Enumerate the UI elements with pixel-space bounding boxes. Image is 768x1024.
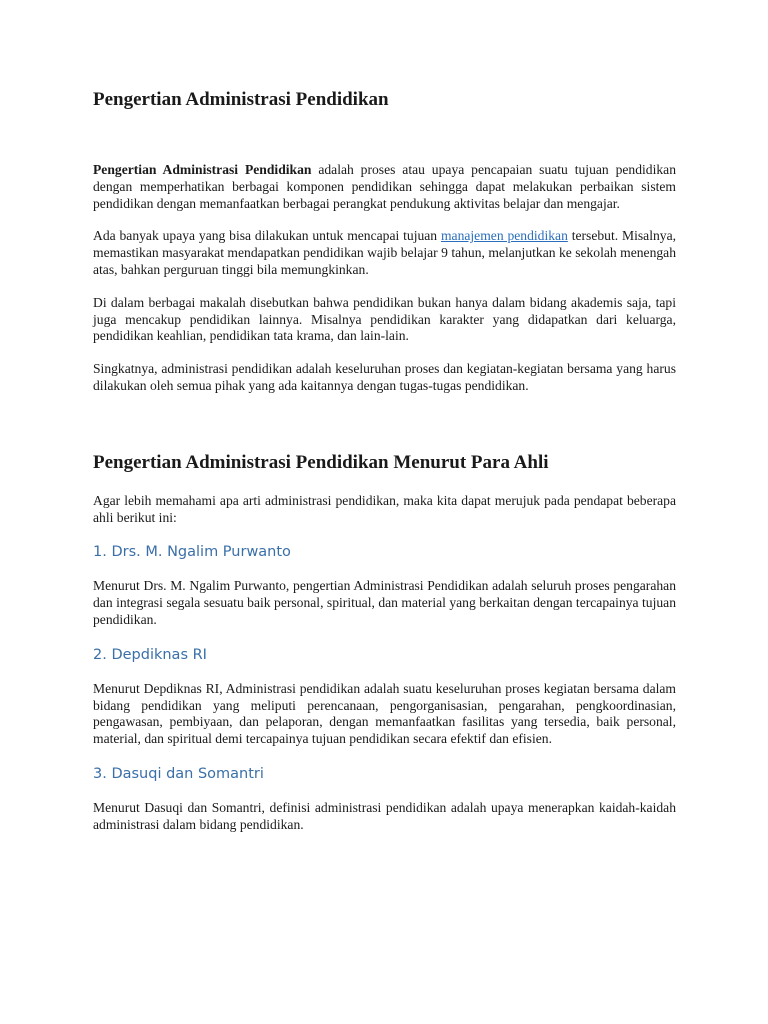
paragraph-makalah: Di dalam berbagai makalah disebutkan bahwa pendidikan bukan hanya dalam bidang akademis saja, tapi juga mencakup pendidikan lainnya. Misalnya pendidikan karakter yang didapatkan dari keluarga, pendidikan keahlian, pendidikan tata krama, dan lain-lain.	[93, 294, 676, 344]
expert-heading-purwanto: 1. Drs. M. Ngalim Purwanto	[93, 544, 291, 561]
intro-bold-term: Pengertian Administrasi Pendidikan	[93, 162, 312, 177]
document-page	[93, 86, 676, 834]
expert-text-dasuqi: Menurut Dasuqi dan Somantri, definisi administrasi pendidikan adalah upaya menerapkan kaidah-kaidah administrasi dalam bidang pendidikan.	[93, 799, 676, 832]
page-title: Pengertian Administrasi Pendidikan	[93, 89, 389, 110]
expert-heading-dasuqi: 3. Dasuqi dan Somantri	[93, 765, 264, 782]
paragraph-upaya-after-link: tersebut. Misalnya, memastikan masyarakat mendapatkan pendidikan wajib belajar 9 tahun, melanjutkan ke sekolah menengah atas, bahkan perguruan tinggi bila memungkinkan.	[93, 228, 676, 277]
paragraph-upaya-before-link: Ada banyak upaya yang bisa dilakukan untuk mencapai tujuan	[93, 228, 441, 244]
paragraph-upaya	[93, 228, 676, 278]
expert-text-depdiknas: Menurut Depdiknas RI, Administrasi pendidikan adalah suatu keseluruhan proses kegiatan bersama dalam bidang pendidikan yang meliputi perencanaan, pengorganisasian, pengarahan, pengkoordinasian, pengawasan, pembiyaan, dan pelaporan, dengan memanfaatkan fasilitas yang tersedia, baik personal, material, dan spiritual demi tercapainya tujuan pendidikan secara efektif dan efisien.	[93, 680, 676, 747]
section-title-experts: Pengertian Administrasi Pendidikan Menurut Para Ahli	[93, 451, 549, 473]
expert-heading-depdiknas: 2. Depdiknas RI	[93, 646, 207, 663]
expert-text-purwanto: Menurut Drs. M. Ngalim Purwanto, pengertian Administrasi Pendidikan adalah seluruh proses pengarahan dan integrasi segala sesuatu baik personal, spiritual, dan material yang berkaitan dengan tercapainya tujuan pendidikan.	[93, 578, 676, 627]
intro-paragraph	[93, 162, 676, 212]
experts-intro-paragraph: Agar lebih memahami apa arti administrasi pendidikan, maka kita dapat merujuk pada pendapat beberapa ahli berikut ini:	[93, 492, 676, 525]
manajemen-pendidikan-link[interactable]: manajemen pendidikan	[440, 228, 568, 244]
paragraph-singkatnya: Singkatnya, administrasi pendidikan adalah keseluruhan proses dan kegiatan-kegiatan bersama yang harus dilakukan oleh semua pihak yang ada kaitannya dengan tugas-tugas pendidikan.	[93, 361, 676, 393]
intro-text: adalah proses atau upaya pencapaian suatu tujuan pendidikan dengan memperhatikan berbagai komponen pendidikan sehingga dapat melakukan perbaikan sistem pendidikan dengan memanfaatkan berbagai perangkat pendukung aktivitas belajar dan mengajar.	[93, 162, 676, 211]
